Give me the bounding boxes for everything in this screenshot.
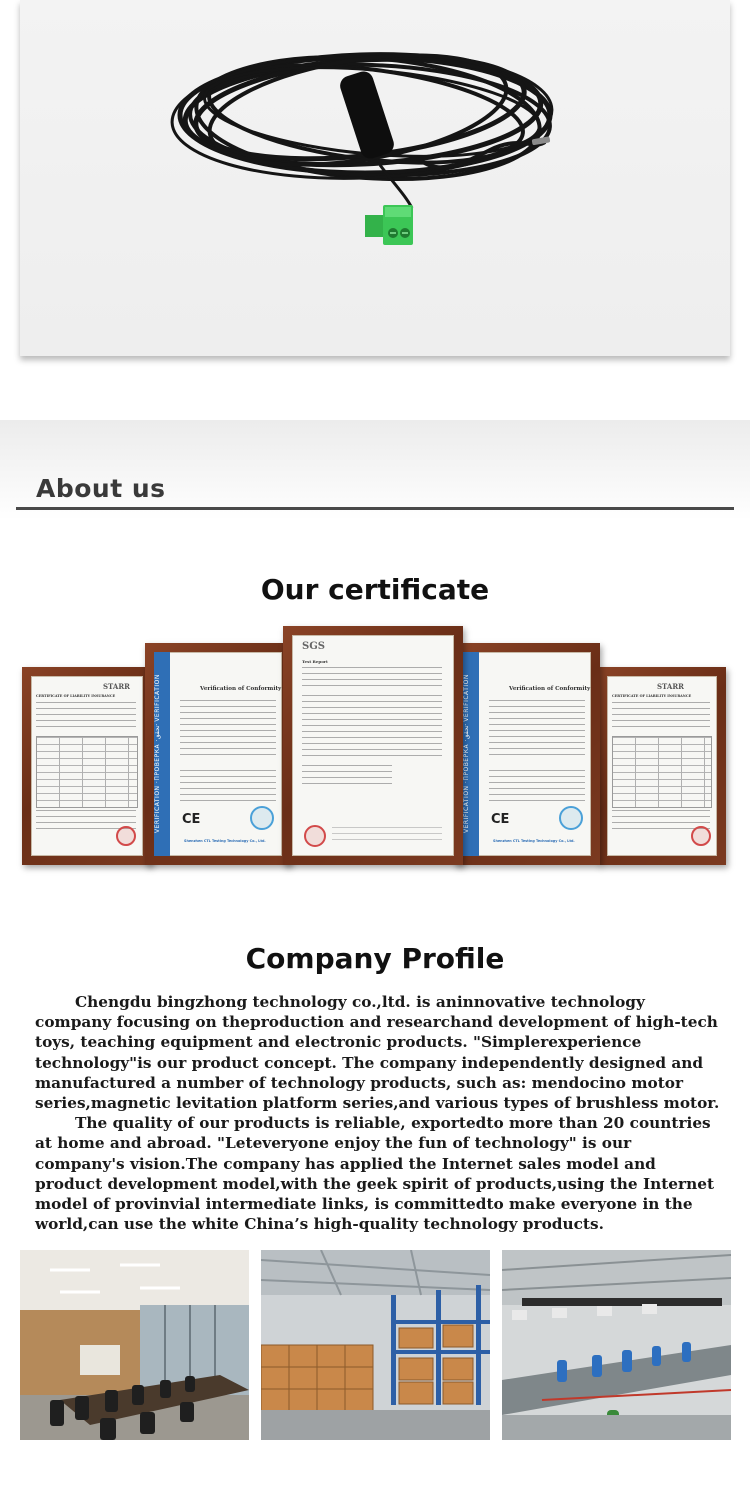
certificate-frame-3 xyxy=(283,626,463,865)
certificate-frame-2 xyxy=(145,643,291,865)
certificate-frame-4 xyxy=(454,643,600,865)
cable-with-terminal-illustration xyxy=(20,0,730,356)
certificate-heading: Test Report xyxy=(302,659,328,664)
certificate-heading: CERTIFICATE OF LIABILITY INSURANCE xyxy=(36,694,116,698)
certificate-gallery xyxy=(0,620,750,870)
certificate-heading: CERTIFICATE OF LIABILITY INSURANCE xyxy=(612,694,692,698)
certificate-side-band: VERIFICATION ·ПРОВЕРКА ·تحقق· VERIFICATION xyxy=(463,652,479,856)
about-banner xyxy=(0,420,750,520)
photo-production-line xyxy=(502,1250,731,1440)
certificate-heading: Verification of Conformity xyxy=(509,686,591,692)
company-profile-title: Company Profile xyxy=(245,942,505,975)
profile-paragraph: Chengdu bingzhong technology co.,ltd. is aninnovative technology company focusing on theproduction and researchand development of high-tech toys, teaching equipment and electronic products. "Simplerexperience technology"is our product concept. The company independently designed and manufactured a number of technology products, such as: mendocino motor series,magnetic levitation platform series,and various types of brushless motor. xyxy=(35,993,720,1113)
certificate-logo: STARR xyxy=(657,682,684,691)
certificate-frame-5 xyxy=(598,667,726,865)
ce-mark: CE xyxy=(182,812,201,827)
certificate-side-band: VERIFICATION ·ПРОВЕРКА ·تحقق· VERIFICATION xyxy=(154,652,170,856)
certificate-logo: SGS xyxy=(302,641,325,652)
about-divider xyxy=(16,507,734,510)
certificate-footer: Shenzhen CTL Testing Technology Co., Ltd. xyxy=(493,839,575,843)
terminal-block xyxy=(365,205,413,245)
about-title: About us xyxy=(36,474,166,503)
certificate-title: Our certificate xyxy=(260,573,490,606)
certificate-frame-1 xyxy=(22,667,152,865)
profile-paragraph: The quality of our products is reliable, exportedto more than 20 countries at home and abroad. "Leteveryone enjoy the fun of technology" is our company's vision.The company has applied the Internet sales model and product development model,with the geek spirit of products,using the Internet model of provinvial intermediate links, is committedto make everyone in the world,can use the white China’s high-quality technology products. xyxy=(35,1114,715,1234)
certificate-logo: STARR xyxy=(103,682,130,691)
certificate-footer: Shenzhen CTL Testing Technology Co., Ltd. xyxy=(184,839,266,843)
certificate-heading: Verification of Conformity xyxy=(200,686,282,692)
company-profile-text xyxy=(35,992,725,1234)
photo-warehouse xyxy=(261,1250,490,1440)
ce-mark: CE xyxy=(491,812,510,827)
product-section xyxy=(0,0,750,420)
product-photo xyxy=(20,0,730,356)
photo-conference-room xyxy=(20,1250,249,1440)
